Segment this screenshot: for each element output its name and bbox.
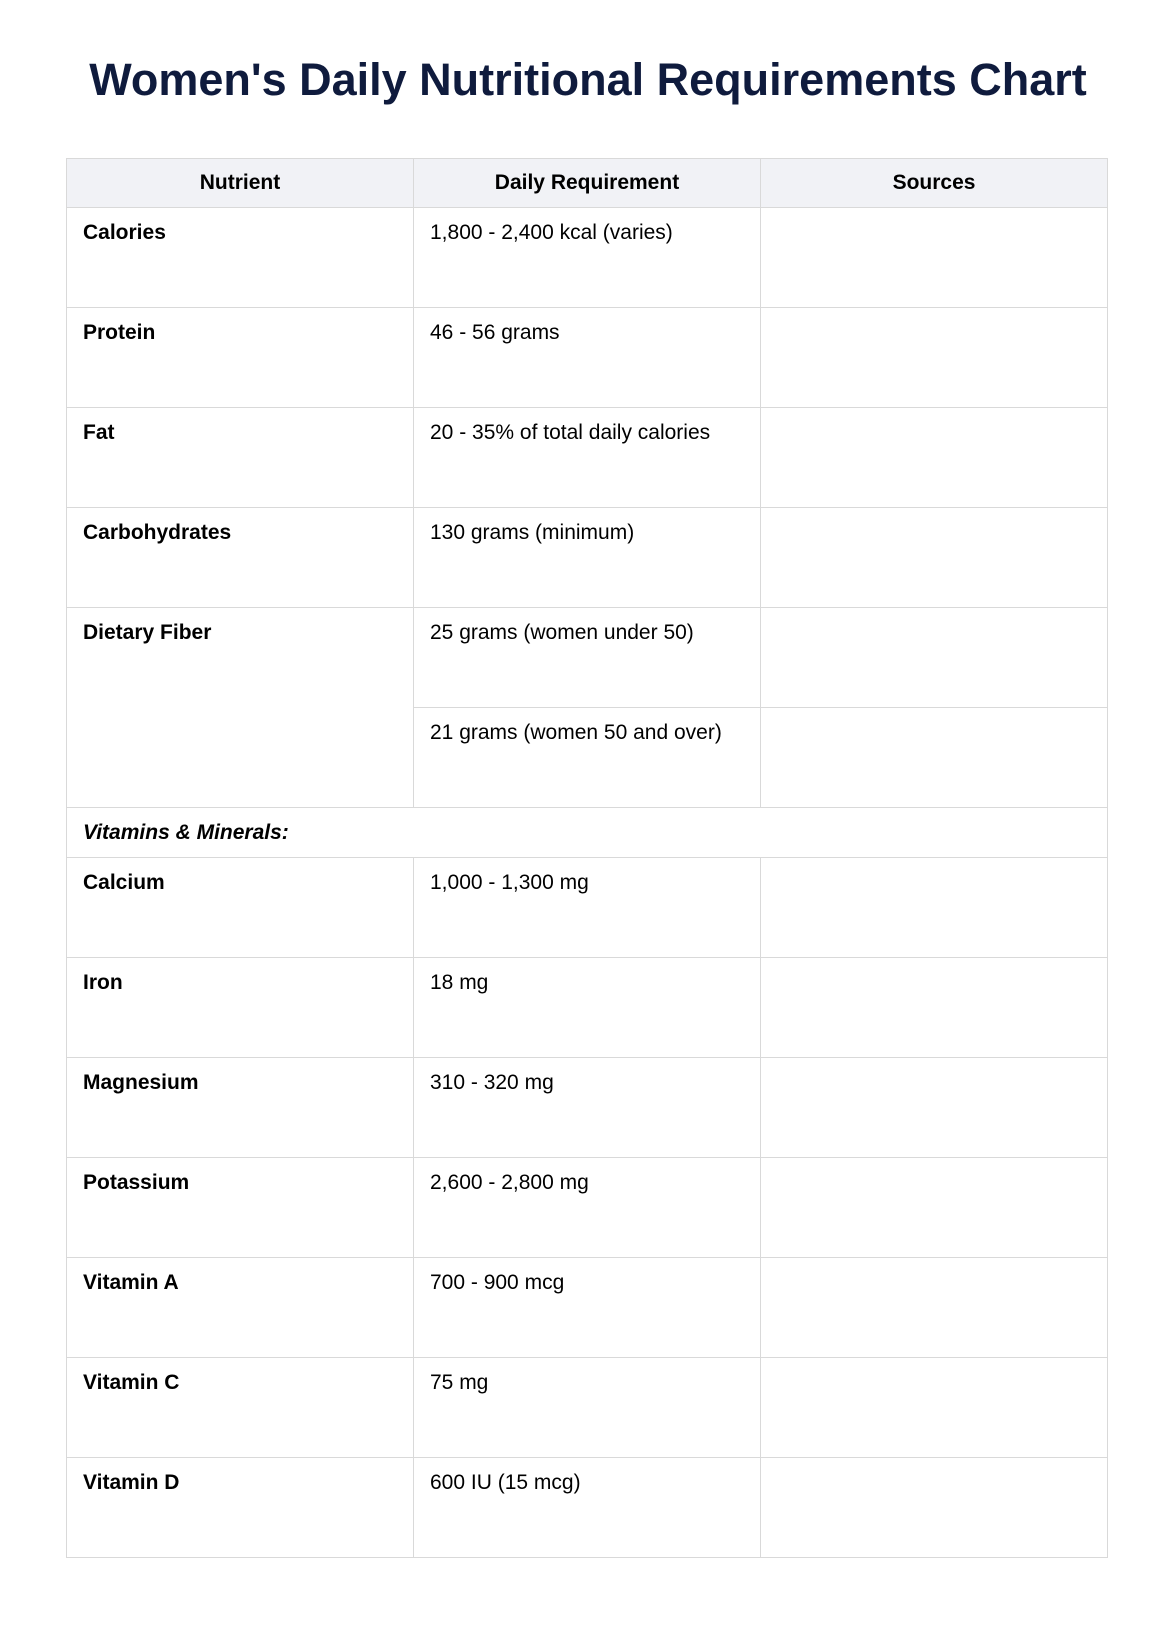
table-row-potassium: [67, 1158, 1108, 1258]
table-row-protein: [67, 308, 1108, 408]
header-nutrient: Nutrient: [67, 159, 414, 208]
sources-cell: [761, 508, 1108, 608]
nutrient-cell: Magnesium: [67, 1058, 414, 1158]
table-row-carbohydrates: [67, 508, 1108, 608]
table-row-iron: [67, 958, 1108, 1058]
sources-cell: [761, 958, 1108, 1058]
requirement-cell: 310 - 320 mg: [414, 1058, 761, 1158]
nutrient-cell: Calories: [67, 208, 414, 308]
table-row-dietary-fiber: [67, 608, 1108, 708]
header-sources: Sources: [761, 159, 1108, 208]
sources-cell: [761, 408, 1108, 508]
nutrient-cell: Iron: [67, 958, 414, 1058]
sources-cell: [761, 1458, 1108, 1558]
requirement-cell: 130 grams (minimum): [414, 508, 761, 608]
sources-cell: [761, 1058, 1108, 1158]
section-label: Vitamins & Minerals:: [67, 808, 1108, 858]
requirement-cell: 18 mg: [414, 958, 761, 1058]
table-header-row: [67, 159, 1108, 208]
page-title: Women's Daily Nutritional Requirements Chart: [89, 54, 1087, 105]
table-row-vitamin-d: [67, 1458, 1108, 1558]
nutrient-cell: Vitamin A: [67, 1258, 414, 1358]
nutrient-cell: Fat: [67, 408, 414, 508]
table-row-vitamin-a: [67, 1258, 1108, 1358]
requirement-cell: 75 mg: [414, 1358, 761, 1458]
requirement-cell: 700 - 900 mcg: [414, 1258, 761, 1358]
requirement-cell: 25 grams (women under 50): [414, 608, 761, 708]
nutrient-cell: Calcium: [67, 858, 414, 958]
section-row-vitamins-minerals: [67, 808, 1108, 858]
table-row-calories: [67, 208, 1108, 308]
sources-cell: [761, 1158, 1108, 1258]
requirement-cell: 20 - 35% of total daily calories: [414, 408, 761, 508]
nutrient-cell: Potassium: [67, 1158, 414, 1258]
requirement-cell: 1,000 - 1,300 mg: [414, 858, 761, 958]
nutrition-table: [66, 158, 1108, 1558]
nutrient-cell: Dietary Fiber: [67, 608, 414, 808]
nutrient-cell: Vitamin C: [67, 1358, 414, 1458]
requirement-cell: 2,600 - 2,800 mg: [414, 1158, 761, 1258]
sources-cell: [761, 1358, 1108, 1458]
table-row-magnesium: [67, 1058, 1108, 1158]
sources-cell: [761, 858, 1108, 958]
sources-cell: [761, 208, 1108, 308]
nutrient-cell: Carbohydrates: [67, 508, 414, 608]
table-row-vitamin-c: [67, 1358, 1108, 1458]
sources-cell: [761, 1258, 1108, 1358]
requirement-cell: 600 IU (15 mcg): [414, 1458, 761, 1558]
table-row-fat: [67, 408, 1108, 508]
sources-cell: [761, 708, 1108, 808]
nutrient-cell: Protein: [67, 308, 414, 408]
nutrient-cell: Vitamin D: [67, 1458, 414, 1558]
requirement-cell: 46 - 56 grams: [414, 308, 761, 408]
sources-cell: [761, 308, 1108, 408]
table-row-calcium: [67, 858, 1108, 958]
requirement-cell: 1,800 - 2,400 kcal (varies): [414, 208, 761, 308]
sources-cell: [761, 608, 1108, 708]
header-requirement: Daily Requirement: [414, 159, 761, 208]
requirement-cell: 21 grams (women 50 and over): [414, 708, 761, 808]
